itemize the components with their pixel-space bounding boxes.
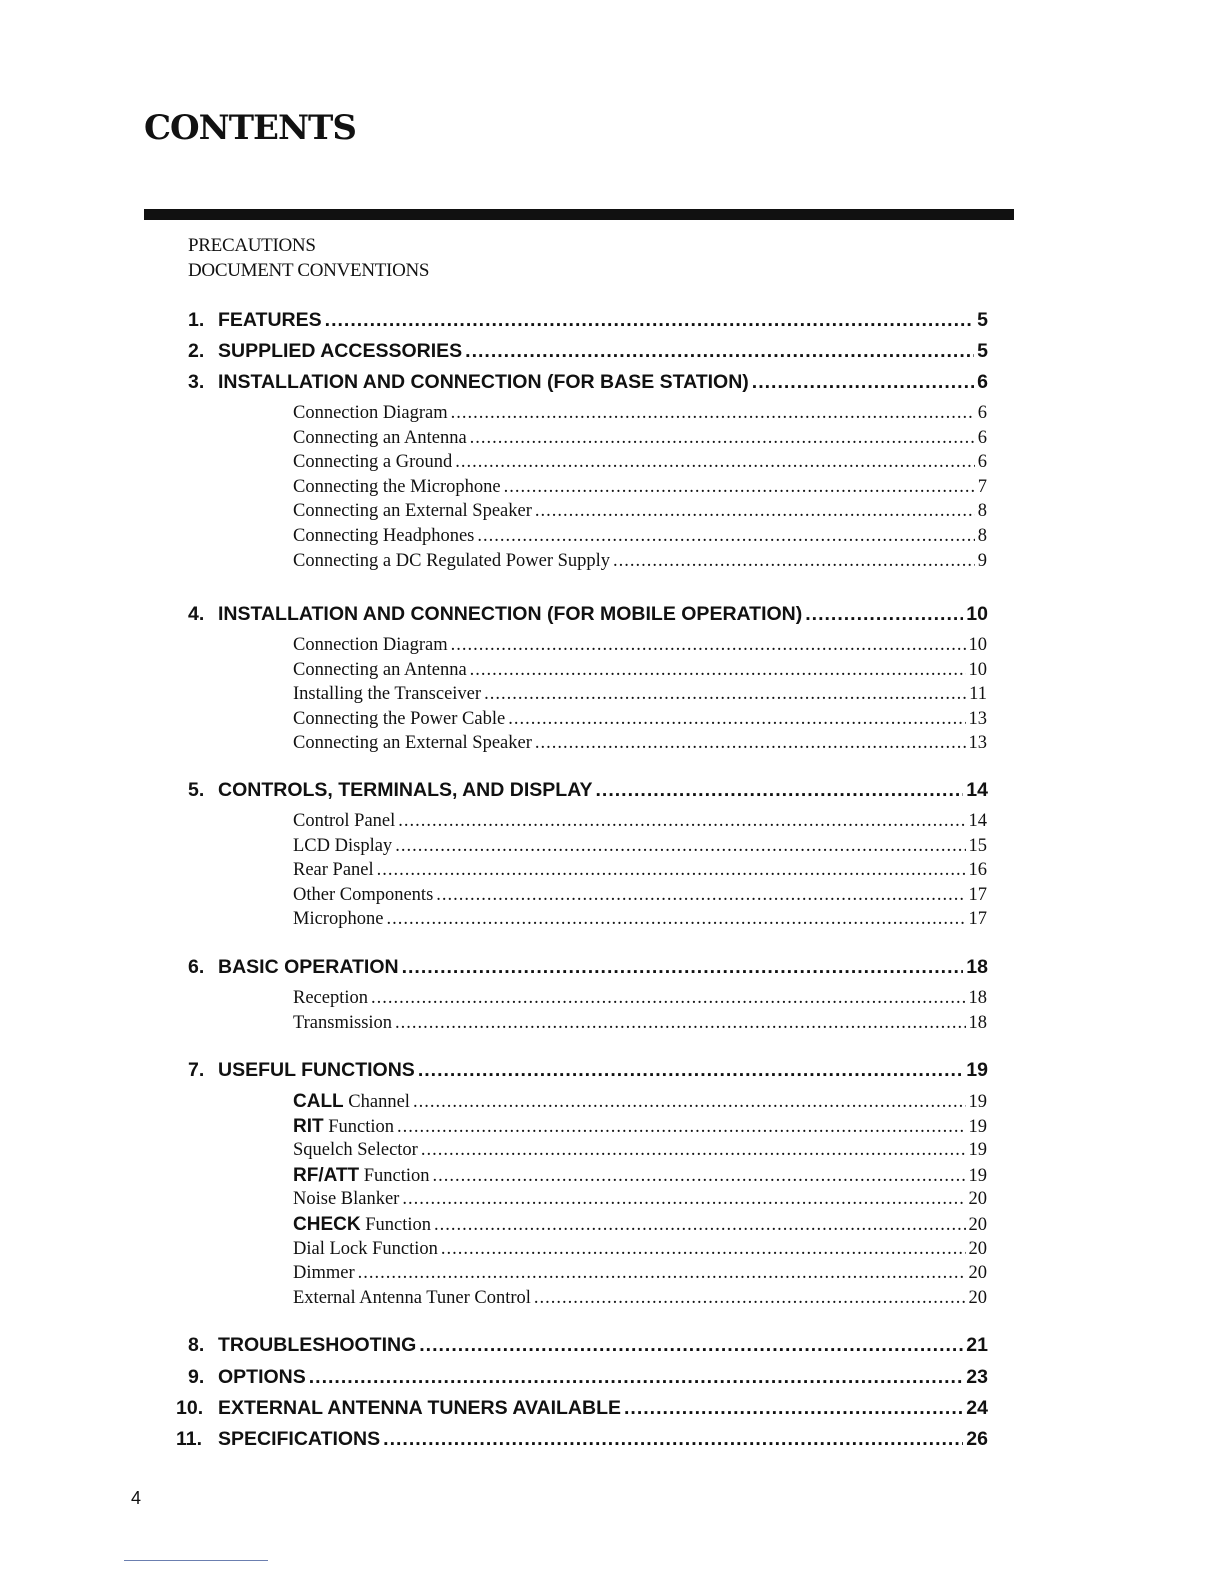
leader-dots <box>534 1288 966 1309</box>
subsection-title: Reception <box>293 988 369 1008</box>
toc-section[interactable] <box>188 1059 988 1082</box>
toc-subsection[interactable] <box>293 1116 987 1138</box>
control-name: RIT <box>293 1115 324 1137</box>
subsection-page: 15 <box>968 835 987 856</box>
toc-section[interactable] <box>188 1334 988 1357</box>
toc-section[interactable] <box>188 371 988 394</box>
subsection-title: Connection Diagram <box>293 403 448 423</box>
section-page: 21 <box>966 1334 988 1356</box>
subsection-page: 11 <box>969 684 987 705</box>
subsection-page: 8 <box>977 526 987 546</box>
subsection-title: Connecting an External Speaker <box>293 733 532 754</box>
subsection-page: 20 <box>968 1215 987 1235</box>
toc-subsection[interactable] <box>293 1288 987 1309</box>
toc-subsection[interactable] <box>293 501 987 522</box>
leader-dots <box>383 1428 963 1451</box>
subsection-page: 20 <box>968 1263 987 1284</box>
subsection-page: 6 <box>977 403 987 423</box>
section-number: 2. <box>188 340 205 362</box>
subsection-page: 13 <box>968 733 987 754</box>
leader-dots <box>309 1366 964 1389</box>
leader-dots <box>325 309 974 332</box>
subsection-page: 18 <box>968 1012 987 1033</box>
section-page: 18 <box>966 956 988 978</box>
toc-section[interactable] <box>188 603 988 626</box>
toc-subsection[interactable] <box>293 885 987 906</box>
subsection-title: Rear Panel <box>293 860 374 881</box>
subsection-page: 20 <box>968 1189 987 1210</box>
leader-dots <box>436 885 965 906</box>
preface-precautions: PRECAUTIONS <box>188 235 316 256</box>
section-title: SUPPLIED ACCESSORIES <box>218 340 463 362</box>
subsection-page: 19 <box>968 1116 987 1137</box>
subsection-title: Connection Diagram <box>293 635 448 655</box>
toc-subsection[interactable] <box>293 860 987 881</box>
toc-subsection[interactable] <box>293 709 987 730</box>
toc-subsection[interactable] <box>293 635 987 656</box>
leader-dots <box>421 1140 966 1161</box>
subsection-title: Function <box>365 1215 431 1235</box>
leader-dots <box>371 988 965 1009</box>
subsection-title: Connecting an Antenna <box>293 427 467 448</box>
preface-document-conventions: DOCUMENT CONVENTIONS <box>188 260 430 281</box>
toc-section[interactable] <box>188 309 988 332</box>
subsection-page: 20 <box>968 1238 987 1259</box>
leader-dots <box>624 1397 963 1420</box>
subsection-title: Control Panel <box>293 811 396 831</box>
toc-subsection[interactable] <box>293 684 987 705</box>
leader-dots <box>470 660 966 681</box>
toc-section[interactable] <box>188 340 988 363</box>
toc-subsection[interactable] <box>293 1013 987 1034</box>
subsection-title: Connecting a DC Regulated Power Supply <box>293 550 611 571</box>
section-number: 4. <box>188 603 205 625</box>
leader-dots <box>477 526 974 547</box>
section-page: 6 <box>977 371 988 393</box>
subsection-title: Function <box>328 1116 395 1137</box>
subsection-page: 6 <box>977 452 987 473</box>
section-title: FEATURES <box>218 309 322 331</box>
subsection-title: Connecting an Antenna <box>293 659 467 680</box>
toc-subsection[interactable] <box>293 452 987 473</box>
toc-subsection[interactable] <box>293 909 987 930</box>
toc-subsection[interactable] <box>293 526 987 547</box>
subsection-title: External Antenna Tuner Control <box>293 1287 531 1308</box>
subsection-title: Connecting a Ground <box>293 452 453 473</box>
leader-dots <box>805 603 963 626</box>
section-page: 26 <box>966 1428 988 1450</box>
subsection-page: 14 <box>968 811 987 831</box>
toc-section[interactable] <box>176 1428 988 1451</box>
section-title: CONTROLS, TERMINALS, AND DISPLAY <box>218 779 593 801</box>
leader-dots <box>358 1263 966 1284</box>
leader-dots <box>470 428 975 449</box>
subsection-title: Function <box>363 1165 430 1186</box>
subsection-page: 19 <box>968 1092 987 1112</box>
leader-dots <box>451 635 966 656</box>
leader-dots <box>465 340 974 363</box>
leader-dots <box>418 1059 963 1082</box>
section-number: 11. <box>176 1428 203 1450</box>
leader-dots <box>535 733 966 754</box>
leader-dots <box>398 811 965 832</box>
leader-dots <box>596 779 964 802</box>
toc-section[interactable] <box>188 779 988 802</box>
leader-dots <box>535 501 975 522</box>
toc-subsection[interactable] <box>293 1140 987 1161</box>
subsection-page: 19 <box>968 1140 987 1161</box>
subsection-page: 19 <box>968 1165 987 1186</box>
section-page: 5 <box>977 309 988 331</box>
subsection-title: Dimmer <box>293 1263 355 1284</box>
leader-dots <box>413 1092 966 1113</box>
toc-section[interactable] <box>176 1397 988 1420</box>
subsection-title: Dial Lock Function <box>293 1238 438 1259</box>
section-title: INSTALLATION AND CONNECTION (FOR BASE STATION) <box>218 371 749 393</box>
section-page: 10 <box>966 603 988 625</box>
section-title: SPECIFICATIONS <box>218 1428 381 1450</box>
subsection-title: Transmission <box>293 1012 393 1033</box>
toc-subsection[interactable] <box>293 836 987 857</box>
heading-rule <box>144 209 1014 220</box>
leader-dots <box>508 709 965 730</box>
footer-line <box>124 1560 268 1561</box>
toc-subsection[interactable] <box>293 477 987 498</box>
subsection-title: Connecting the Microphone <box>293 476 501 497</box>
toc-subsection[interactable] <box>293 1263 987 1284</box>
toc-subsection[interactable] <box>293 403 987 424</box>
subsection-title: Connecting an External Speaker <box>293 501 532 522</box>
toc-subsection[interactable] <box>293 1189 987 1210</box>
subsection-page: 13 <box>968 708 987 729</box>
subsection-title: Noise Blanker <box>293 1189 400 1210</box>
section-page: 19 <box>966 1059 988 1081</box>
leader-dots <box>484 684 966 705</box>
subsection-title: Connecting Headphones <box>293 526 475 546</box>
subsection-page: 10 <box>968 635 987 655</box>
subsection-page: 8 <box>977 501 987 522</box>
subsection-page: 16 <box>968 860 987 881</box>
leader-dots <box>395 836 965 857</box>
leader-dots <box>402 956 964 979</box>
toc-subsection[interactable] <box>293 733 987 754</box>
leader-dots <box>455 452 974 473</box>
leader-dots <box>433 1166 966 1187</box>
leader-dots <box>386 909 965 930</box>
subsection-page: 18 <box>968 988 987 1008</box>
section-title: EXTERNAL ANTENNA TUNERS AVAILABLE <box>218 1397 622 1419</box>
subsection-page: 17 <box>968 909 987 930</box>
toc-section[interactable] <box>188 1366 988 1389</box>
subsection-title: Installing the Transceiver <box>293 684 482 705</box>
leader-dots <box>402 1189 965 1210</box>
subsection-title: Other Components <box>293 884 434 905</box>
toc-subsection[interactable] <box>293 428 987 449</box>
subsection-page: 6 <box>977 427 987 448</box>
section-title: USEFUL FUNCTIONS <box>218 1059 415 1081</box>
leader-dots <box>504 477 975 498</box>
section-title: TROUBLESHOOTING <box>218 1334 417 1356</box>
section-title: OPTIONS <box>218 1366 306 1388</box>
subsection-page: 7 <box>977 476 987 497</box>
leader-dots <box>613 551 975 572</box>
control-name: CHECK <box>293 1214 361 1235</box>
section-number: 1. <box>188 309 205 331</box>
toc-subsection[interactable] <box>293 811 987 832</box>
section-number: 5. <box>188 779 205 801</box>
section-page: 14 <box>966 779 988 801</box>
section-number: 6. <box>188 956 205 978</box>
section-title: INSTALLATION AND CONNECTION (FOR MOBILE OPERATION) <box>218 603 803 625</box>
toc-subsection[interactable] <box>293 660 987 681</box>
control-name: CALL <box>293 1091 344 1112</box>
subsection-page: 9 <box>977 550 987 571</box>
section-page: 24 <box>966 1397 988 1419</box>
subsection-title: Squelch Selector <box>293 1140 418 1161</box>
leader-dots <box>377 860 966 881</box>
section-number: 3. <box>188 371 205 393</box>
control-name: RF/ATT <box>293 1164 360 1186</box>
section-number: 10. <box>176 1397 204 1419</box>
leader-dots <box>451 403 975 424</box>
toc-subsection[interactable] <box>293 988 987 1009</box>
toc-section[interactable] <box>188 956 988 979</box>
subsection-title: Channel <box>348 1092 410 1112</box>
section-title: BASIC OPERATION <box>218 956 399 978</box>
section-number: 9. <box>188 1366 205 1388</box>
leader-dots <box>752 371 974 394</box>
subsection-page: 10 <box>968 659 987 680</box>
section-page: 23 <box>966 1366 988 1388</box>
toc-subsection[interactable] <box>293 1091 987 1113</box>
toc-subsection[interactable] <box>293 1214 987 1236</box>
toc-subsection[interactable] <box>293 1165 987 1187</box>
page-title: CONTENTS <box>144 108 356 148</box>
leader-dots <box>395 1013 965 1034</box>
subsection-page: 17 <box>968 884 987 905</box>
toc-subsection[interactable] <box>293 1239 987 1260</box>
section-page: 5 <box>977 340 988 362</box>
page-number: 4 <box>131 1488 142 1508</box>
subsection-title: Connecting the Power Cable <box>293 708 506 729</box>
section-number: 7. <box>188 1059 205 1081</box>
subsection-title: LCD Display <box>293 835 393 856</box>
leader-dots <box>419 1334 963 1357</box>
leader-dots <box>434 1215 966 1236</box>
leader-dots <box>397 1117 965 1138</box>
subsection-title: Microphone <box>293 909 384 930</box>
section-number: 8. <box>188 1334 205 1356</box>
toc-subsection[interactable] <box>293 551 987 572</box>
subsection-page: 20 <box>968 1287 987 1308</box>
leader-dots <box>441 1239 966 1260</box>
